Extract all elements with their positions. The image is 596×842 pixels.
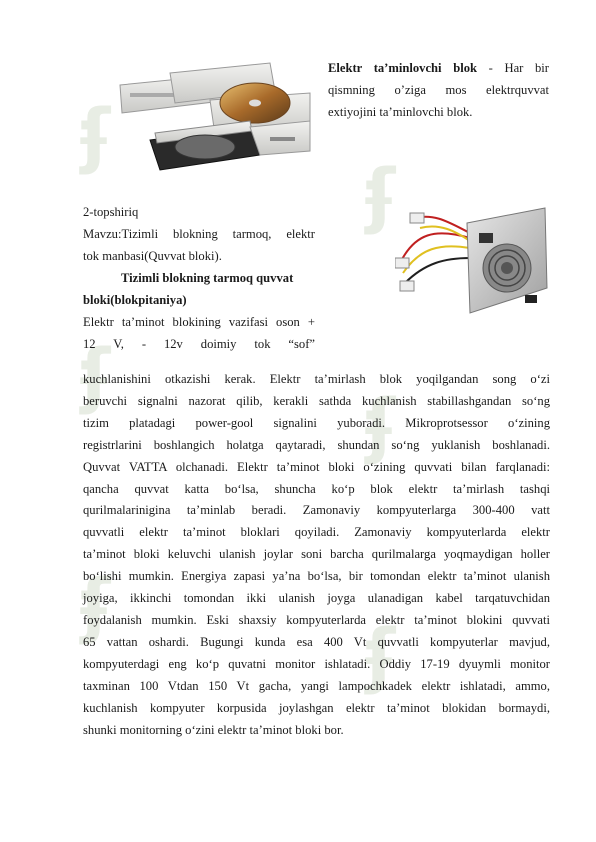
watermark-logo: ʄ [80, 334, 111, 416]
body-line: taxminan 100 Vtdan 150 Vt gacha, yangi lampochkadek elektr ishlatadi, ammo, [83, 678, 550, 693]
body-line: foydalanish mumkin. Eski shaxsiy kompyuterlarda elektr ta’minot blokini quvvati [83, 612, 550, 627]
task-label: 2-topshiriq [83, 205, 139, 219]
topic-line: Mavzu:Tizimli blokning tarmoq, elektr [83, 227, 315, 241]
body-line: tizim platadagi power-gool signalini yuboradi. Mikroprotsessor o‘zining [83, 415, 550, 430]
body-line: qurilmalariniginа ta’minlab beradi. Zamonaviy kompyuterlarga 300-400 vatt [83, 503, 550, 518]
body-line: Elektr ta’minot blokining vazifasi oson + [83, 315, 315, 329]
topic-paragraph [83, 224, 315, 268]
body-line: ta’minot bloki keluvchi ulanish joylar soni barcha qurilmalarga yoqmaydigan holler [83, 547, 550, 562]
topic-line: tok manbasi(Quvvat bloki). [83, 248, 222, 263]
watermark-logo: ʄ [365, 614, 396, 696]
body-line: Quvvat VATTA olchanadi. Elektr ta’minot bloki o‘zining quvvati bilan farqlanadi: [83, 459, 550, 474]
intro-line: - Har bir [477, 61, 550, 75]
watermark-logo: ʄ [80, 564, 111, 646]
body-line: qancha quvvat katta bo‘lsa, shuncha ko‘p blok elektr ta’mirlash tashqi [83, 481, 550, 496]
power-supply-image [395, 203, 550, 323]
body-line: beruvchi signalni nazorat qilib, kerakli sathda kuchlanish stabillashgandan so‘ng [83, 393, 550, 408]
intro-line: extiyojini ta’minlovchi blok. [328, 104, 473, 119]
watermark-logo: ʄ [80, 94, 111, 176]
intro-line: qismning o’ziga mos elektrquvvat [328, 82, 549, 97]
body-line: 65 vattan oshardi. Bugungi kunda esa 400 Vt quvvatli kompyuterlar mavjud, [83, 634, 550, 649]
intro-term: Elektr ta’minlovchi blok [328, 61, 478, 75]
body-line: kompyuterdagi eng ko‘p quvatni monitor ishlatadi. Oddiy 17-19 dyuymli monitor [83, 656, 550, 671]
body-line: registrlarini boshlangich holatga qaytaradi, shundan so‘ng yuklanish boshlanadi. [83, 437, 550, 452]
body-line: joyiga, ikkinchi tomondan ikki ulanish joyga ulanadigan kabel tarqatuvchidan [83, 591, 550, 606]
body-line: bo‘lishi mumkin. Energiya zapasi ya’na bo‘lsa, bir tomondan elektr ta’minot ulanish [83, 569, 550, 584]
body-line: kuchlanishini otkazishi kerak. Elektr ta’mirlash blok yoqilgandan song o‘zi [83, 372, 550, 386]
body-intro-lines [83, 312, 315, 356]
heading-line: bloki(blokpitaniya) [83, 292, 187, 307]
watermark-logo: ʄ [365, 154, 396, 236]
body-line: shunki monitorning o‘zini elektr ta’minot bloki bor. [83, 722, 344, 737]
body-line: quvvatli elektr ta’minot bloklari qoyiladi. Zamonaviy kompyuterlarda elektr [83, 525, 550, 540]
optical-drives-image [110, 55, 315, 180]
body-line: 12 V, - 12v doimiy tok “sof” [83, 336, 315, 351]
intro-paragraph [328, 58, 549, 124]
heading-line: Tizimli blokning tarmoq quvvat [121, 271, 294, 285]
body-line: kuchlanish kompyuter korpusida joylashgan elektr ta’minot blokidan bormaydi, [83, 700, 550, 715]
watermark-logo: ʄ [365, 384, 396, 466]
body-paragraph [83, 369, 550, 741]
section-heading [83, 268, 315, 312]
